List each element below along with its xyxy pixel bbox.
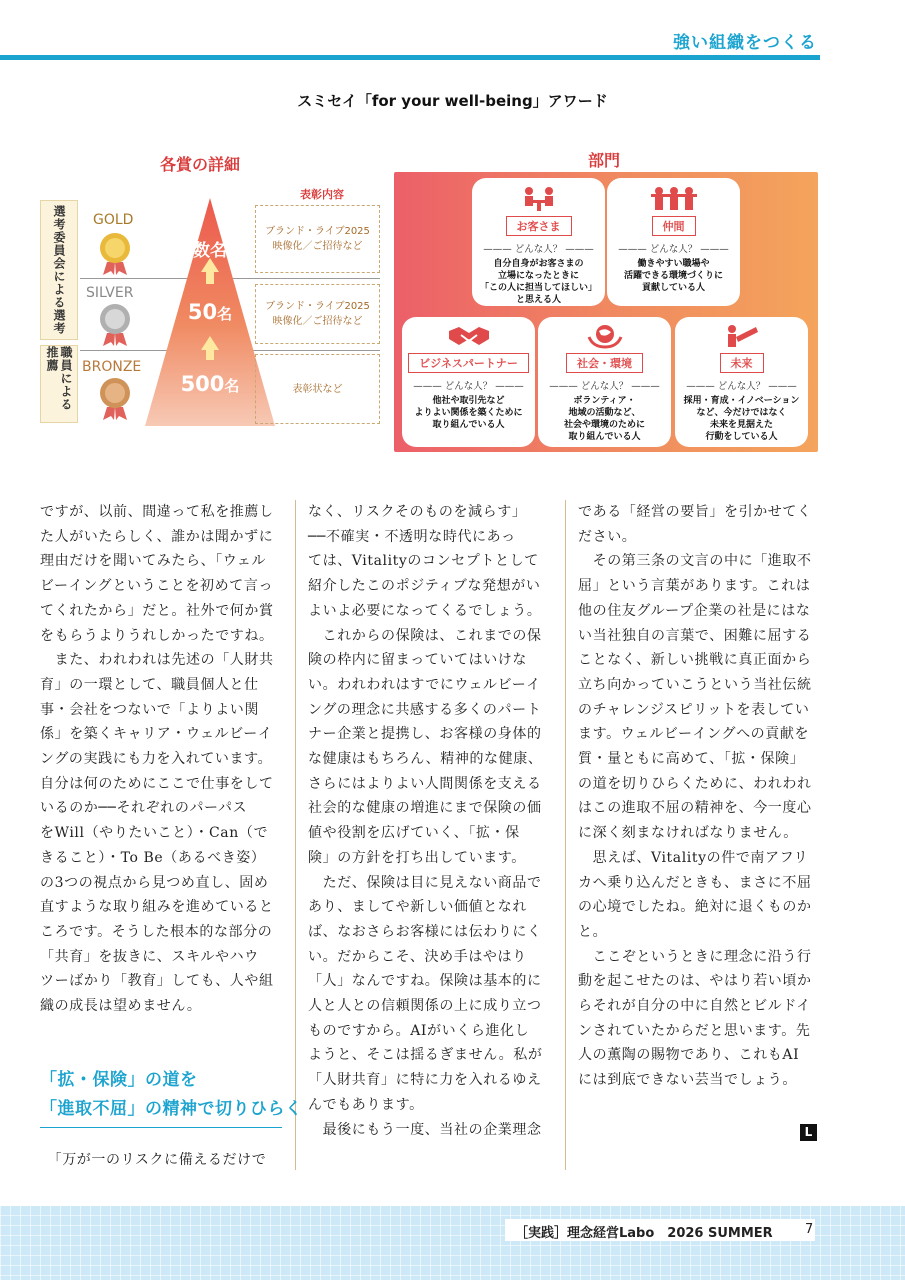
bronze-medal-icon <box>98 377 132 421</box>
text-line: ングの理念に共感する多くのパート <box>308 701 542 718</box>
article-heading <box>40 1066 303 1124</box>
figure-title: スミセイ「for your well-being」アワード <box>297 92 608 110</box>
text-line: ただ、保険は目に見えない商品で <box>308 874 542 891</box>
text-line: の3つの視点から見つめ直し、固め <box>40 874 269 891</box>
divisions-title: 部門 <box>588 151 621 170</box>
text-line: 自分は何のためにここで仕事をして <box>40 775 274 792</box>
globe-hands-icon <box>587 323 623 349</box>
telescope-icon <box>724 323 760 349</box>
silver-count: 50名 <box>187 300 233 324</box>
gold-content-line: ブランド・ライブ2025 <box>265 226 370 237</box>
text-line: ようと、そこは揺るぎません。私が <box>308 1047 543 1064</box>
gold-count: 数名 <box>193 241 227 261</box>
text-line: のチャレンジスピリットを表してい <box>578 701 810 718</box>
text-line: ビーイングということを初めて言っ <box>40 578 274 595</box>
section-title: 強い組織をつくる <box>673 33 817 53</box>
division-desc: 他社や取引先など よりよい関係を築くために 取り組んでいる人 <box>414 396 523 430</box>
article-column-2 <box>308 500 560 1142</box>
text-line: 「人財共育」に特に力を入れるゆえ <box>308 1072 542 1089</box>
text-line: また、われわれは先述の「人財共 <box>40 652 274 669</box>
end-mark-icon: L <box>800 1124 817 1141</box>
text-line: 「人」なんですね。保険は基本的に <box>308 973 542 990</box>
gold-content-line: 映像化／ご招待など <box>272 241 363 252</box>
division-label: お客さま <box>506 216 572 236</box>
content-header: 表彰内容 <box>300 188 344 201</box>
text-line: ださい。 <box>578 528 637 545</box>
text-line: な健康はもちろん、精神的な健康、 <box>308 751 543 768</box>
division-label: 仲間 <box>652 216 696 236</box>
text-line: これからの保険は、これまでの保 <box>308 627 542 644</box>
text-line: をWill（やりたいこと）・Can（で <box>40 825 269 842</box>
division-card-business-partner <box>402 317 535 447</box>
text-line: と。 <box>578 923 608 940</box>
text-line: 人と人との信頼関係の上に成り立つ <box>308 998 542 1015</box>
text-line: には到底できない芸当でしょう。 <box>578 1072 797 1089</box>
text-line: 質・量ともに高めて、「拡・保険」 <box>578 751 805 768</box>
text-line: い当社独自の言葉で、困難に屈する <box>578 627 812 644</box>
text-line: 紹介したこのポジティブな発想がい <box>308 578 541 595</box>
text-line: の心境でしたね。絶対に退くものか <box>578 899 812 916</box>
text-line: 人の薫陶の賜物であり、これもAI <box>578 1047 800 1064</box>
gold-content-box <box>255 205 380 273</box>
column-divider <box>565 500 566 1170</box>
division-card-customer <box>472 178 605 306</box>
text-line: ングの実践にも力を入れています。 <box>40 751 273 768</box>
awards-title: 各賞の詳細 <box>160 155 241 174</box>
text-line: きること）・To Be（あるべき姿） <box>40 849 266 866</box>
bronze-content-box <box>255 354 380 424</box>
text-line: ころです。そうした根本的な部分の <box>40 923 273 940</box>
text-line: はこの進取不屈の精神を、今一度心 <box>578 800 812 817</box>
division-desc: 自分自身がお客さまの 立場になったときに 「この人に担当してほしい」 と思える人 <box>479 259 597 305</box>
text-line: 理由だけを聞いてみたら、「ウェル <box>40 553 267 570</box>
division-question: ——— どんな人？ ——— <box>413 381 524 392</box>
bronze-label: BRONZE <box>82 359 142 375</box>
article-column-3 <box>578 500 823 1093</box>
footer-pattern <box>0 1206 905 1280</box>
text-line: 直すような取り組みを進めていると <box>40 899 274 916</box>
text-line: ものですから。AIがいくら進化し <box>308 1022 530 1039</box>
text-line: 動を起こせたのは、やはり若い頃か <box>578 973 812 990</box>
text-line: の道を切りひらくために、われわれ <box>578 775 812 792</box>
text-line: 思えば、Vitalityの件で南アフリ <box>578 849 809 866</box>
silver-medal-icon <box>98 303 132 347</box>
text-line: 険の枠内に留まっていてはいけな <box>308 652 527 669</box>
text-line: 最後にもう一度、当社の企業理念 <box>308 1121 542 1138</box>
heading-rule <box>40 1127 282 1128</box>
text-line: ですが、以前、間違って私を推薦し <box>40 504 274 520</box>
division-label: 社会・環境 <box>566 353 643 373</box>
division-label: 未来 <box>720 353 764 373</box>
text-line: に深く刻まなければなりません。 <box>578 825 798 842</box>
text-line: てくれたから」だと。社外で何か賞 <box>40 602 274 619</box>
staff-recommendation-label: 職員による推薦 <box>45 346 73 411</box>
text-line: ては、Vitalityのコンセプトとして <box>308 553 539 570</box>
text-line: ンされていたからだと思います。先 <box>578 1022 811 1039</box>
magazine-name: ［実践］理念経営Labo 2026 SUMMER <box>515 1226 773 1241</box>
text-line: 社会的な健康の増進にまで保険の価 <box>308 800 542 817</box>
text-line: ナー企業と提携し、お客様の身体的 <box>308 726 542 743</box>
article-column-1-tail: 「万が一のリスクに備えるだけで <box>40 1152 267 1168</box>
division-desc: ボランティア・ 地域の活動など、 社会や環境のために 取り組んでいる人 <box>563 396 645 442</box>
selection-committee-label: 選考委員会による選考 <box>52 205 66 335</box>
silver-content-box <box>255 284 380 344</box>
text-line: んでもあります。 <box>308 1096 424 1113</box>
page-number: 7 <box>805 1222 814 1237</box>
article-column-1 <box>40 500 290 1019</box>
division-question: ——— どんな人？ ——— <box>549 381 660 392</box>
division-question: ——— どんな人？ ——— <box>618 244 729 255</box>
text-line: 他の住友グループ企業の社是にはな <box>578 602 811 619</box>
silver-label: SILVER <box>86 285 134 301</box>
text-line: ば、なおさらお客様には伝わりにく <box>308 923 542 940</box>
customer-icon <box>519 186 559 212</box>
colleagues-icon <box>651 186 697 212</box>
division-card-colleagues <box>607 178 740 306</box>
text-line: さらにはよりよい人間関係を支える <box>308 775 542 792</box>
bronze-count: 500名 <box>180 372 240 396</box>
text-line: 屈」という言葉があります。これは <box>578 578 811 595</box>
text-line: をもらうよりうれしかったですね。 <box>40 627 274 644</box>
text-line: いるのか──それぞれのパーパス <box>40 800 248 817</box>
division-question: ——— どんな人？ ——— <box>686 381 797 392</box>
division-label: ビジネスパートナー <box>408 353 529 373</box>
text-line: 険」の方針を打ち出しています。 <box>308 849 526 866</box>
division-card-future <box>675 317 808 447</box>
text-line: その第三条の文言の中に「進取不 <box>578 553 812 570</box>
text-line: よいよ必要になってくるでしょう。 <box>308 602 542 619</box>
text-line: らそれが自分の中に自然とビルドイ <box>578 998 811 1015</box>
gold-medal-icon <box>98 232 132 276</box>
text-line: 値や役割を広げていく、「拡・保 <box>308 825 520 842</box>
text-line: 立ち向かっていこうという当社伝統 <box>578 676 812 693</box>
text-line: 育」の一環として、職員個人と仕 <box>40 676 259 693</box>
text-line: 係」を築くキャリア・ウェルビーイ <box>40 726 273 743</box>
division-desc: 採用・育成・イノベーション など、今だけではなく 未来を見据えた 行動をしている人 <box>683 396 800 442</box>
text-line: 織の成長は望めません。 <box>40 998 202 1015</box>
heading-line: 「拡・保険」の道を <box>40 1070 198 1090</box>
selection-committee-box <box>40 200 78 340</box>
text-line: 事・会社をつないで「よりよい関 <box>40 701 259 718</box>
text-line: ます。ウェルビーイングへの貢献を <box>578 726 810 743</box>
text-line: た人がいたらしく、誰かは聞かずに <box>40 528 274 545</box>
text-line: カへ乗り込んだときも、まさに不屈 <box>578 874 812 891</box>
text-line: ──不確実・不透明な時代にあっ <box>308 528 516 545</box>
text-line: なく、リスクそのものを減らす」 <box>308 504 527 520</box>
bronze-content-line: 表彰状など <box>292 383 343 395</box>
division-question: ——— どんな人？ ——— <box>483 244 594 255</box>
text-line: ツーばかり「教育」しても、人や組 <box>40 973 274 990</box>
division-desc: 働きやすい職場や 活躍できる環境づくりに 貢献している人 <box>623 259 723 293</box>
silver-content-line: 映像化／ご招待など <box>272 316 363 327</box>
text-line: ここぞというときに理念に沿う行 <box>578 948 812 965</box>
handshake-icon <box>447 323 491 349</box>
gold-label: GOLD <box>93 212 134 228</box>
text-line: い。われわれはすでにウェルビーイ <box>308 676 541 693</box>
text-line: い。だからこそ、決め手はやはり <box>308 948 527 965</box>
text-line: あり、ましてや新しい価値となれ <box>308 899 527 916</box>
text-line: ことなく、新しい挑戦に真正面から <box>578 652 812 669</box>
silver-content-line: ブランド・ライブ2025 <box>265 301 370 312</box>
text-line: 「共育」を抜きに、スキルやハウ <box>40 948 259 965</box>
header-rule <box>0 55 820 60</box>
text-line: である「経営の要旨」を引かせてく <box>578 504 812 520</box>
heading-line: 「進取不屈」の精神で切りひらく <box>40 1099 303 1119</box>
staff-recommendation-box <box>40 345 78 423</box>
division-card-society-environment <box>538 317 671 447</box>
